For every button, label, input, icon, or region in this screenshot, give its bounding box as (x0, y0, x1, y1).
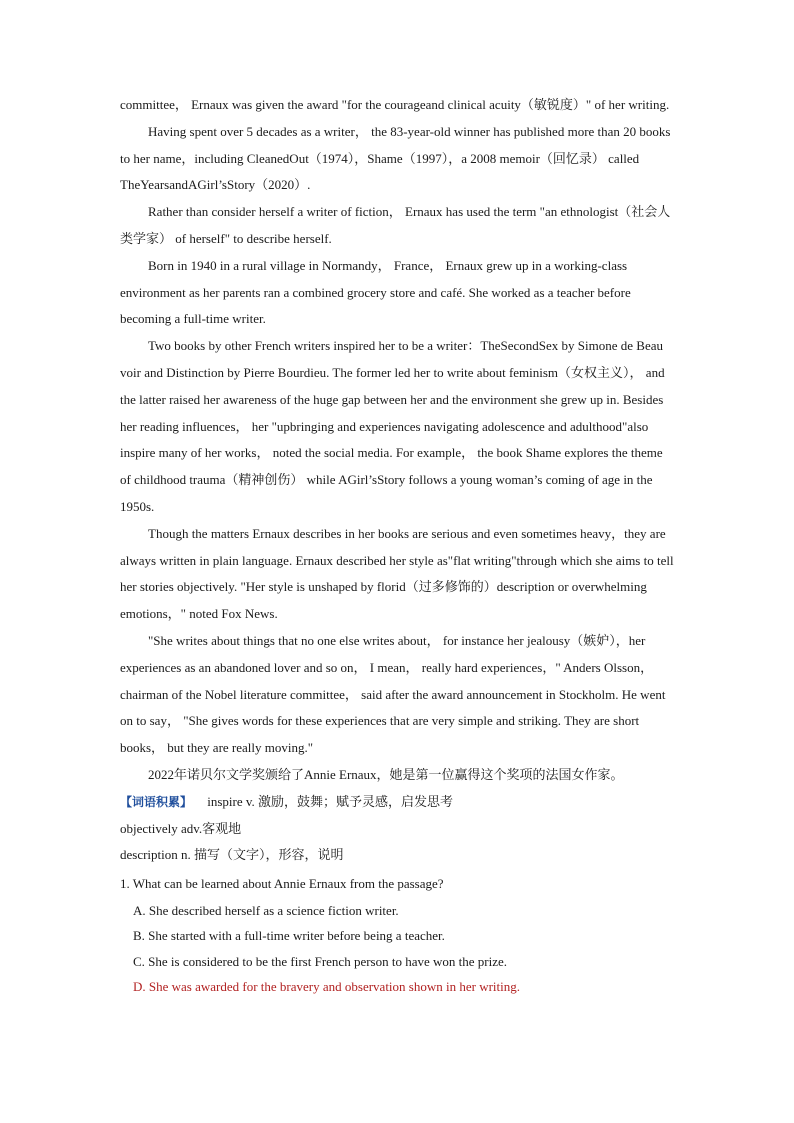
vocab-label: 【词语积累】 (120, 794, 193, 809)
vocab-item-1: inspire v. 激励，鼓舞；赋予灵感，启发思考 (207, 793, 454, 809)
paragraph-1: committee， Ernaux was given the award "for the courageand clinical acuity（敏锐度）" of her writing. (120, 97, 670, 112)
article-body (120, 92, 676, 1000)
option-c: C. She is considered to be the first French person to have won the prize. (133, 953, 508, 969)
paragraph-7: "She writes about things that no one else writes about， for instance her jealousy（嫉妒），her experiences as an abandoned lover and so on， I mean， really hard experiences，" Anders Olsson， chairman of the Nobel literature committee， said after the award announcement in Stockholm. He went on to say， "She gives words for these experiences that are very simple and striking. They are short books， but they are really moving." (120, 632, 666, 756)
paragraph-5: Two books by other French writers inspired her to be a writer：TheSecondSex by Simone de Beau voir and Distinction by Pierre Bourdieu. The former led her to write about feminism（女权主义）， and the latter raised her awareness of the huge gap between her and the environment she grew up in. Besides her reading influences， her "upbringing and experiences navigating adolescence and adulthood"also inspire many of her works， noted the social media. For example， the book Shame explores the theme of childhood trauma（精神创伤） while AGirl’sStory follows a young woman’s coming of age in the 1950s. (120, 338, 665, 514)
paragraph-3: Rather than consider herself a writer of fiction， Ernaux has used the term "an ethnologist（社会人类学家） of herself" to describe herself. (120, 204, 671, 246)
question-stem: 1. What can be learned about Annie Ernaux from the passage? (120, 876, 444, 892)
vocab-item-2: objectively adv.客观地 (120, 820, 242, 836)
option-a: A. She described herself as a science fiction writer. (133, 902, 399, 918)
vocab-line-1 (120, 789, 676, 816)
paragraph-6: Though the matters Ernaux describes in her books are serious and even sometimes heavy，they are always written in plain language. Ernaux described her style as"flat writing"through which she aims to tell her stories objectively. "Her style is unshaped by florid（过多修饰的）description or overwhelming emotions，" noted Fox News. (120, 525, 674, 622)
paragraph-2: Having spent over 5 decades as a writer， the 83-year-old winner has published more than 20 books to her name，including CleanedOut（1974），Shame（1997），a 2008 memoir（回忆录） called TheYearsandAGirl’sStory（2020）. (120, 123, 671, 193)
paragraph-8-chinese: 2022年诺贝尔文学奖颁给了Annie Ernaux，她是第一位赢得这个奖项的法国女作家。 (148, 766, 624, 782)
paragraph-4: Born in 1940 in a rural village in Normandy， France， Ernaux grew up in a working-class environment as her parents ran a combined grocery store and café. She worked as a teacher before becoming a full-time writer. (120, 257, 631, 327)
option-b: B. She started with a full-time writer before being a teacher. (133, 928, 445, 944)
option-d-answer: D. She was awarded for the bravery and observation shown in her writing. (133, 979, 521, 995)
vocab-item-3: description n. 描写（文字），形容，说明 (120, 847, 344, 863)
